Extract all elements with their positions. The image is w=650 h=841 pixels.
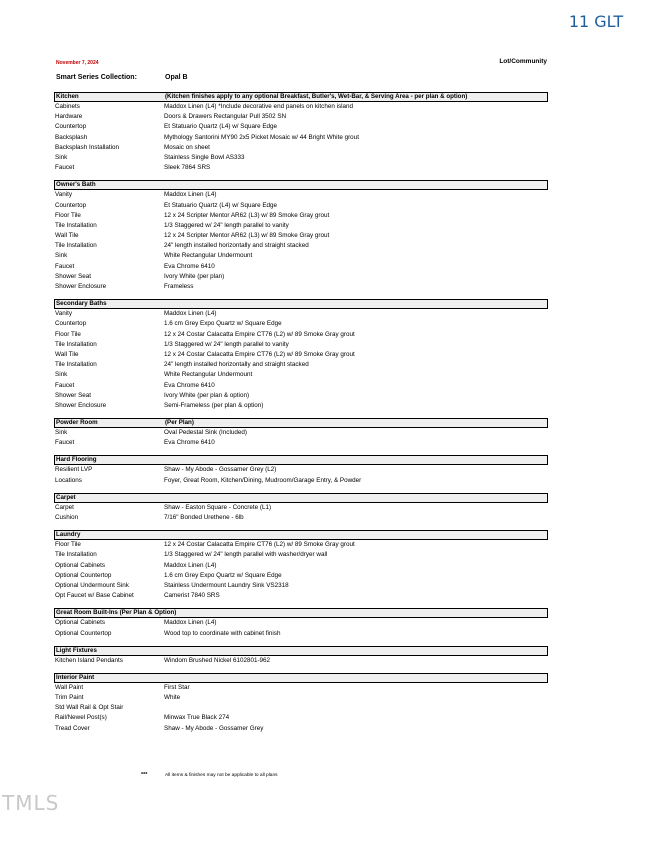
selection-value: Eva Chrome 6410 (164, 439, 215, 447)
selection-label: Faucet (55, 262, 75, 270)
selection-label: Wall Paint (55, 683, 84, 691)
selection-row (54, 476, 548, 486)
section-title: Hard Flooring (56, 456, 97, 464)
selection-value: Frameless (164, 283, 194, 290)
selection-value: 12 x 24 Scripter Mentor AR62 (L3) w/ 89 Smoke Gray grout (164, 232, 330, 240)
section-title: Light Fixtures (56, 646, 97, 654)
selection-row (54, 241, 548, 251)
selection-row (54, 591, 548, 601)
selection-label: Tread Cover (55, 724, 90, 732)
selection-label: Sink (55, 429, 68, 437)
selection-label: Countertop (55, 123, 87, 131)
selection-label: Shower Enclosure (55, 283, 107, 290)
selection-label: Faucet (55, 164, 75, 172)
section-note: (Kitchen finishes apply to any optional Breakfast, Butler's, Wet-Bar, & Serving Area - per plan & option) (165, 93, 468, 100)
selection-value: Maddox Linen (L4) *Include decorative end panels on kitchen island (164, 103, 354, 110)
collection-label: Smart Series Collection: (56, 74, 137, 81)
selection-label: Vanity (55, 310, 73, 318)
selection-label: Faucet (55, 381, 75, 389)
selection-value: Camerist 7840 SRS (164, 592, 220, 600)
selection-label: Vanity (55, 191, 73, 199)
selection-row (54, 350, 548, 360)
selection-label: Tile Installation (55, 221, 97, 229)
selection-label: Backsplash Installation (55, 143, 120, 151)
selection-row (54, 133, 548, 143)
selection-row (54, 618, 548, 628)
selection-value: Maddox Linen (L4) (164, 561, 217, 569)
collection-name: Opal B (165, 74, 188, 81)
selection-label: Resilient LVP (55, 466, 93, 474)
selection-value: Sleek 7864 SRS (164, 164, 211, 172)
section-header (54, 608, 548, 618)
selection-label: Optional Countertop (55, 629, 112, 637)
section-header (54, 530, 548, 540)
selection-value: Stainless Single Bowl AS333 (164, 153, 245, 161)
selection-row (54, 360, 548, 370)
selection-value: 12 x 24 Costar Calacatta Empire CT76 (L2) w/ 89 Smoke Gray grout (164, 330, 355, 338)
selection-label: Optional Cabinets (55, 561, 106, 569)
selection-row (54, 143, 548, 153)
selection-value: Foyer, Great Room, Kitchen/Dining, Mudroom/Garage Entry, & Powder (164, 476, 362, 484)
selection-label: Optional Countertop (55, 571, 112, 579)
selection-row (54, 550, 548, 560)
section (54, 299, 548, 411)
section (54, 673, 548, 734)
selection-value: Et Statuario Quartz (L4) w/ Square Edge (164, 201, 278, 209)
section-note: (Per Plan) (165, 419, 194, 427)
selection-value: Shaw - My Abode - Gossamer Grey (164, 724, 264, 732)
selection-value: White (164, 694, 181, 702)
selection-value: White Rectangular Undermount (164, 371, 253, 379)
selection-value: Eva Chrome 6410 (164, 381, 215, 389)
section (54, 180, 548, 292)
selection-row (54, 122, 548, 132)
selection-label: Kitchen Island Pendants (55, 656, 123, 664)
selection-value: 1/3 Staggered w/ 24" length parallel to vanity (164, 340, 289, 348)
selection-row (54, 693, 548, 703)
selection-row (54, 391, 548, 401)
selection-label: Floor Tile (55, 541, 81, 549)
section-title: Great Room Built-Ins (Per Plan & Option) (56, 609, 177, 617)
selection-value: Minwax True Black 274 (164, 714, 230, 722)
selection-row (54, 428, 548, 438)
section-title: Interior Paint (56, 673, 95, 681)
selection-label: Carpet (55, 503, 74, 511)
section (54, 455, 548, 485)
selection-label: Countertop (55, 201, 87, 209)
selection-value: Maddox Linen (L4) (164, 619, 217, 627)
section-title: Secondary Baths (56, 300, 107, 308)
section-header (54, 455, 548, 465)
selection-row (54, 713, 548, 723)
selection-label: Cushion (55, 514, 79, 521)
selection-label: Sink (55, 153, 68, 161)
selection-value: Ivory White (per plan & option) (164, 391, 250, 399)
selection-row (54, 656, 548, 666)
selection-row (54, 465, 548, 475)
section-header (54, 673, 548, 683)
selection-label: Cabinets (55, 103, 80, 110)
section-header (54, 299, 548, 309)
selection-label: Opt Faucet w/ Base Cabinet (55, 592, 134, 600)
selection-value: 12 x 24 Costar Calacatta Empire CT76 (L2) w/ 89 Smoke Gray grout (164, 541, 355, 549)
selection-row (54, 330, 548, 340)
tmls-watermark: TMLS (2, 791, 60, 815)
selection-value: Stainless Undermount Laundry Sink VS2318 (164, 581, 289, 589)
selection-row (54, 340, 548, 350)
selection-label: Trim Paint (55, 694, 84, 702)
selection-label: Floor Tile (55, 211, 81, 219)
selection-row (54, 102, 548, 112)
selection-row (54, 153, 548, 163)
lot-community-label: Lot/Community (499, 58, 547, 65)
selection-label: Tile Installation (55, 340, 97, 348)
selection-row (54, 272, 548, 282)
selection-row (54, 571, 548, 581)
selection-row (54, 190, 548, 200)
selection-value: 1.6 cm Grey Expo Quartz w/ Square Edge (164, 571, 282, 579)
selection-row (54, 112, 548, 122)
selection-value: Et Statuario Quartz (L4) w/ Square Edge (164, 123, 278, 131)
section-title: Carpet (56, 493, 76, 501)
selection-value: Maddox Linen (L4) (164, 191, 217, 199)
selection-row (54, 211, 548, 221)
section-header (54, 646, 548, 656)
selection-value: Shaw - My Abode - Gossamer Grey (L2) (164, 466, 277, 474)
section-title: Laundry (56, 531, 81, 539)
selection-value: 1/3 Staggered w/ 24" length parallel with washer/dryer wall (164, 551, 328, 559)
selection-row (54, 221, 548, 231)
section (54, 493, 548, 523)
selection-row (54, 724, 548, 734)
selection-label: Shower Seat (55, 391, 92, 399)
selection-label: Tile Installation (55, 242, 97, 250)
selection-value: Windom Brushed Nickel 6102801-962 (164, 656, 271, 664)
selection-label: Wall Tile (55, 350, 79, 358)
selection-row (54, 683, 548, 693)
selection-label: Sink (55, 371, 68, 379)
selection-row (54, 629, 548, 639)
selection-row (54, 262, 548, 272)
selection-label: Rail/Newel Post(s) (55, 714, 107, 722)
selection-row (54, 381, 548, 391)
section-header (54, 493, 548, 503)
section (54, 646, 548, 666)
selection-value: Doors & Drawers Rectangular Pull 3502 SN (164, 113, 287, 121)
selection-value: Ivory White (per plan) (164, 272, 225, 280)
selection-value: First Star (164, 683, 190, 691)
selection-row (54, 231, 548, 241)
footnote-text: All items & finishes may not be applicable to all plans (165, 773, 278, 778)
selection-row (54, 201, 548, 211)
lot-badge: 11 GLT (568, 12, 624, 31)
section-header (54, 92, 548, 102)
selection-row (54, 251, 548, 261)
selection-label: Tile Installation (55, 551, 97, 559)
selection-label: Wall Tile (55, 232, 79, 240)
selection-label: Hardware (55, 113, 83, 121)
selection-row (54, 513, 548, 523)
selection-row (54, 561, 548, 571)
selection-value: 12 x 24 Scripter Mentor AR62 (L3) w/ 89 Smoke Gray grout (164, 211, 330, 219)
section-header (54, 418, 548, 428)
selection-row (54, 319, 548, 329)
selection-value: Eva Chrome 6410 (164, 262, 215, 270)
selection-label: Countertop (55, 320, 87, 328)
footnote-stars: *** (141, 772, 148, 778)
selection-label: Floor Tile (55, 330, 81, 338)
selection-label: Optional Undermount Sink (55, 581, 129, 589)
selection-value: Maddox Linen (L4) (164, 310, 217, 318)
selection-row (54, 282, 548, 292)
selection-value: Mythology Santorini MY90 2x5 Picket Mosaic w/ 44 Bright White grout (164, 133, 359, 141)
selection-value: 12 x 24 Costar Calacatta Empire CT76 (L2) w/ 89 Smoke Gray grout (164, 350, 355, 358)
selection-value: 24" length installed horizontally and straight stacked (164, 361, 309, 369)
selection-value: Mosaic on sheet (164, 143, 210, 151)
selection-label: Backsplash (55, 133, 88, 141)
selection-row (54, 163, 548, 173)
section (54, 418, 548, 448)
section-title: Owner's Bath (56, 181, 96, 189)
section-header (54, 180, 548, 190)
document-date: November 7, 2024 (56, 60, 99, 66)
selection-value: 7/16" Bonded Urethene - 6lb (164, 514, 244, 521)
selection-row (54, 401, 548, 411)
section-title: Powder Room (56, 419, 98, 427)
selections-table (54, 92, 548, 741)
selection-value: 1/3 Staggered w/ 24" length parallel to vanity (164, 221, 289, 229)
selection-label: Shower Seat (55, 272, 92, 280)
selection-label: Tile Installation (55, 361, 97, 369)
selection-row (54, 309, 548, 319)
selection-label: Std Wall Rail & Opt Stair (55, 704, 124, 712)
selection-row (54, 503, 548, 513)
selection-value: 1.6 cm Grey Expo Quartz w/ Square Edge (164, 320, 282, 328)
section (54, 92, 548, 173)
section (54, 608, 548, 638)
selection-row (54, 703, 548, 713)
selection-row (54, 438, 548, 448)
selection-value: Shaw - Easton Square - Concrete (L1) (164, 503, 272, 511)
selection-value: Wood top to coordinate with cabinet finish (164, 629, 281, 637)
section (54, 530, 548, 601)
selection-value: Oval Pedestal Sink (Included) (164, 429, 247, 437)
selection-value: 24" length installed horizontally and straight stacked (164, 242, 309, 250)
selection-label: Shower Enclosure (55, 401, 107, 409)
selection-row (54, 581, 548, 591)
selection-label: Faucet (55, 439, 75, 447)
selection-label: Locations (55, 476, 82, 484)
selection-value: White Rectangular Undermount (164, 252, 253, 260)
selection-row (54, 370, 548, 380)
selection-label: Sink (55, 252, 68, 260)
selection-label: Optional Cabinets (55, 619, 106, 627)
selection-row (54, 540, 548, 550)
section-title: Kitchen (56, 93, 79, 100)
selection-value: Semi-Frameless (per plan & option) (164, 401, 264, 409)
